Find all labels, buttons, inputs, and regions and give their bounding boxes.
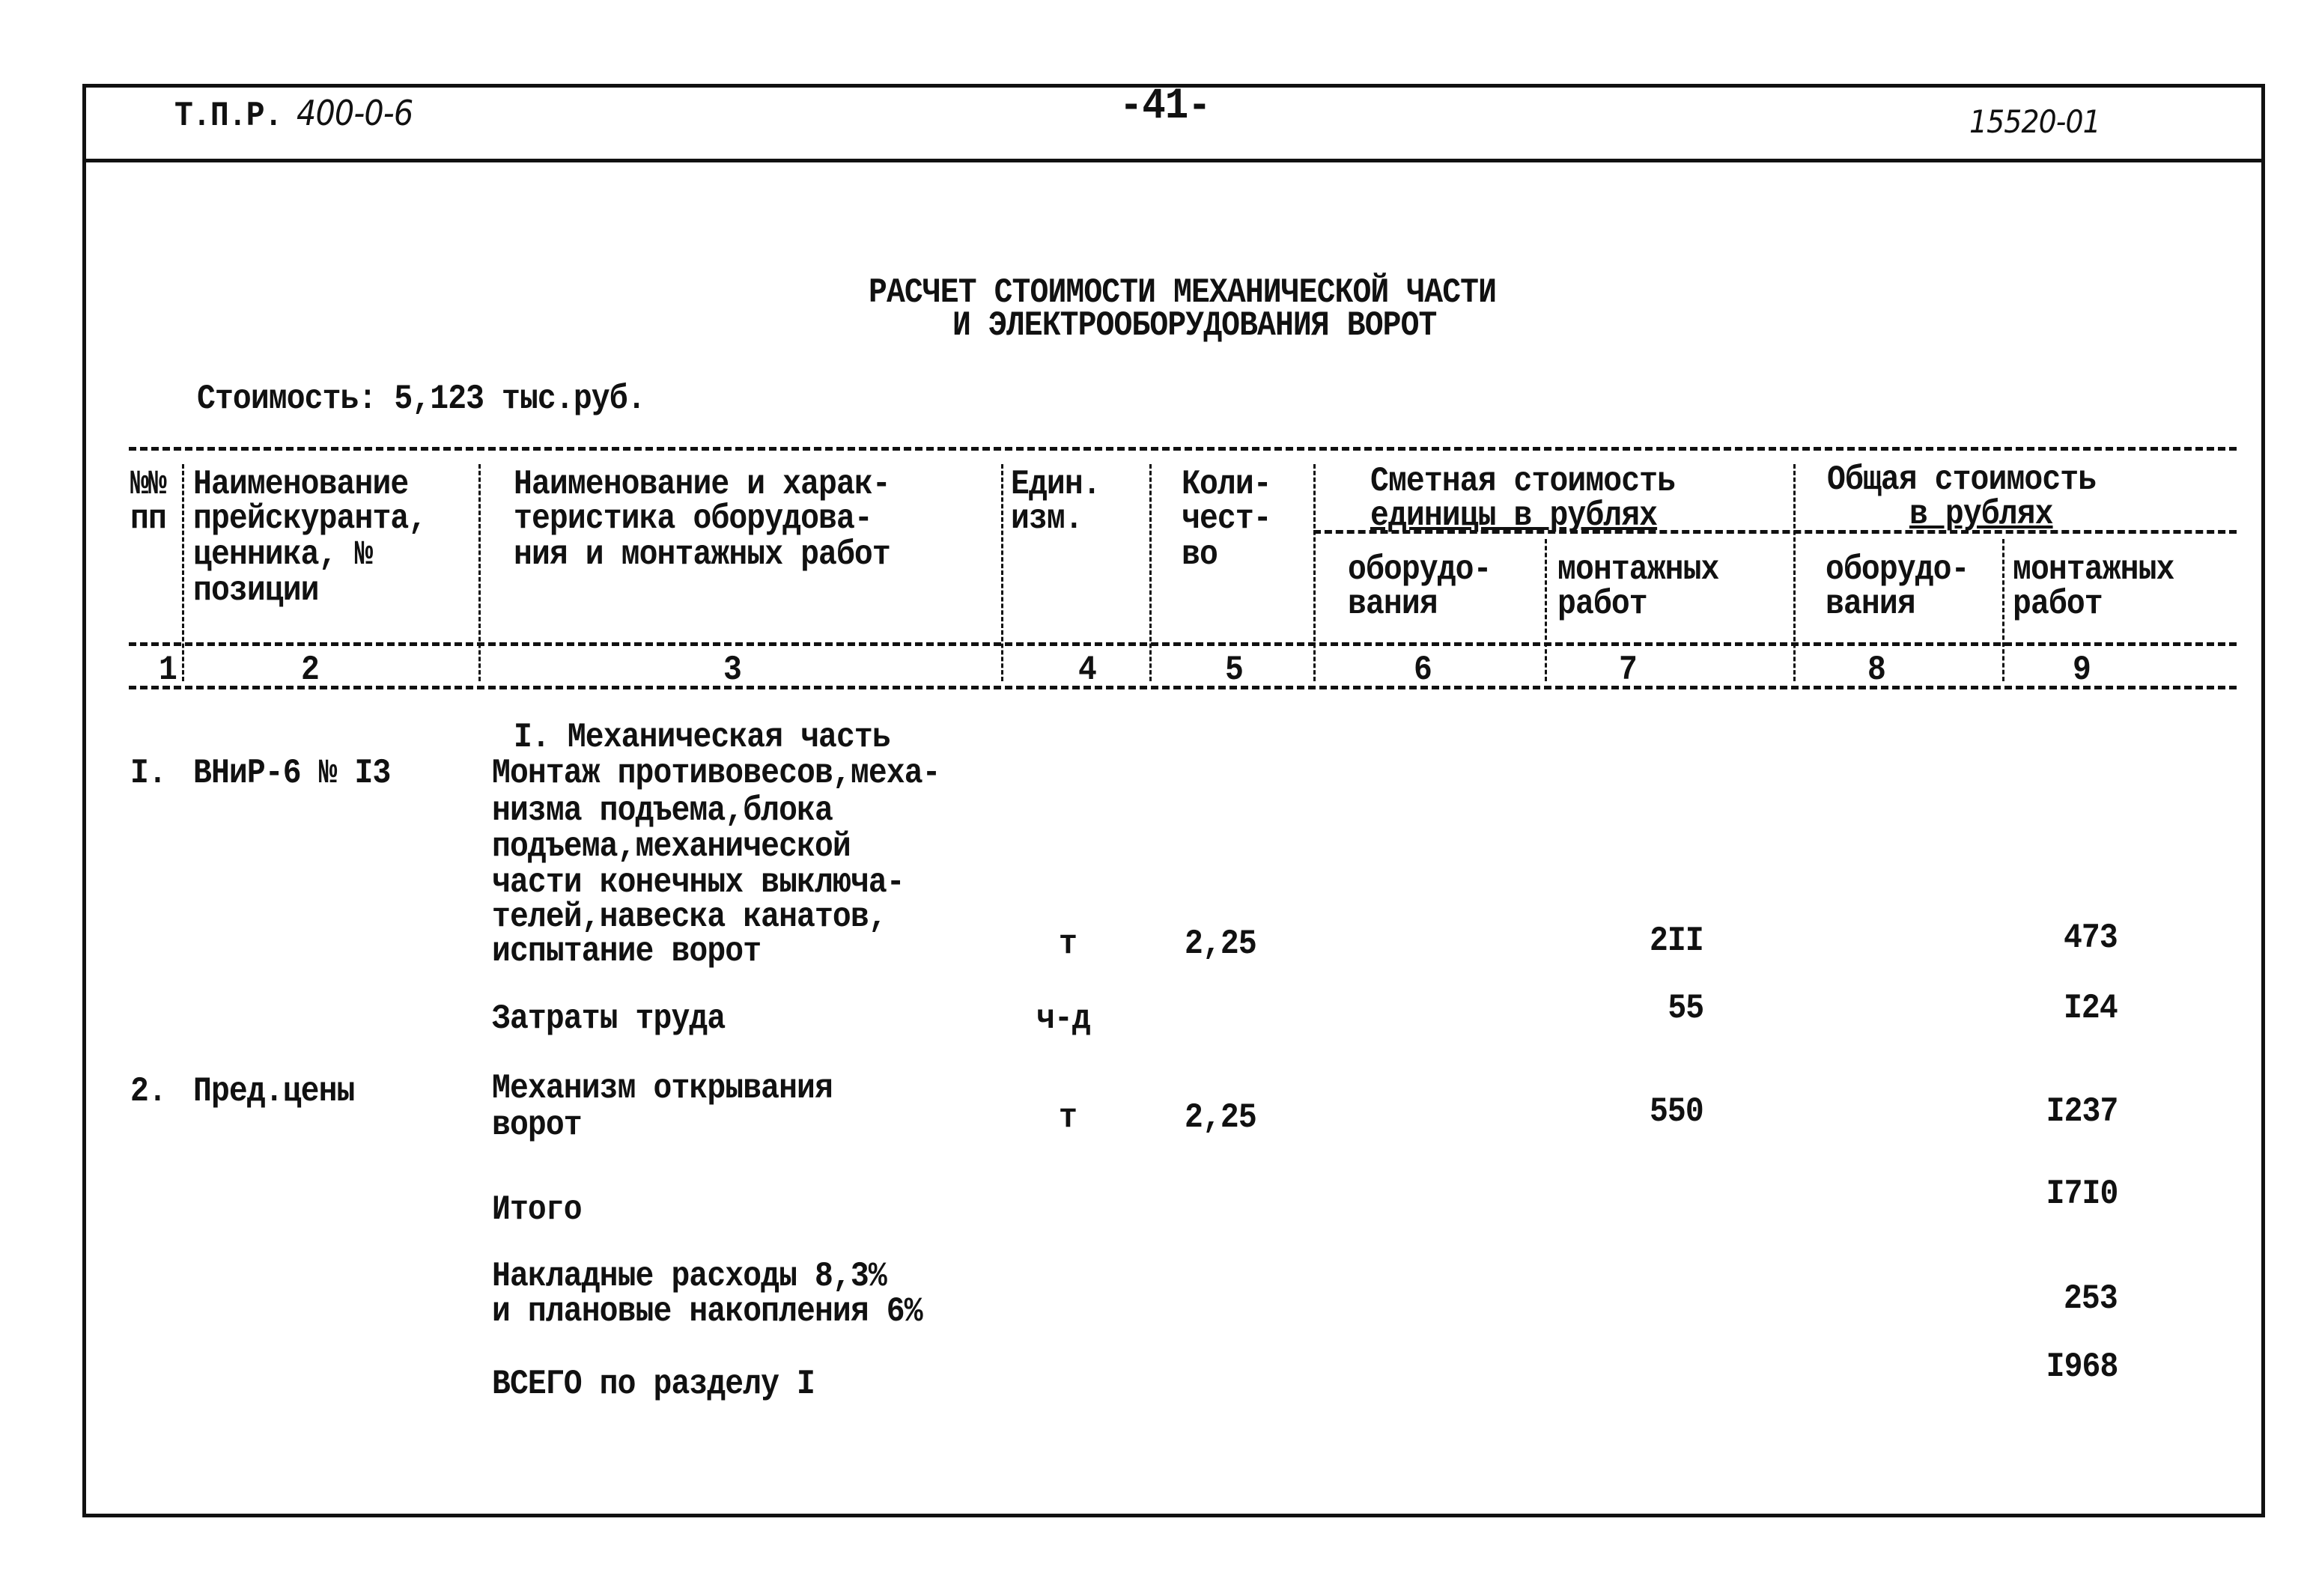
header-text: Наименование и харак- <box>514 465 890 504</box>
header-text: теристика оборудова- <box>514 499 872 538</box>
row-description: ворот <box>492 1106 582 1145</box>
header-text: Наименование <box>193 465 409 504</box>
series-prefix: Т.П.Р. <box>174 97 282 135</box>
row-unit-install-cost: 2II <box>1650 922 1703 960</box>
row-unit-install-cost: 550 <box>1650 1092 1703 1131</box>
column-number: 3 <box>723 651 741 689</box>
row-pricelist: ВНиР-6 № I3 <box>193 754 391 793</box>
row-description: подъема,механической <box>492 827 851 866</box>
header-col-6: вания <box>1348 585 1438 624</box>
row-description: телей,навеска канатов, <box>492 898 887 936</box>
row-total-install-cost: I237 <box>2046 1092 2118 1131</box>
row-description: низма подъема,блока <box>492 791 833 830</box>
header-text: №№ <box>130 465 166 504</box>
header-col-6: оборудо- <box>1348 550 1492 589</box>
subtotal-label: Итого <box>492 1190 582 1229</box>
section-title: I. Механическая часть <box>514 718 890 757</box>
row-total-install-cost: I24 <box>2064 989 2118 1028</box>
column-number: 5 <box>1225 651 1243 689</box>
header-col-9: монтажных <box>2013 550 2174 589</box>
row-description: испытание ворот <box>492 932 762 971</box>
header-text: ценника, № <box>193 535 373 574</box>
column-number: 7 <box>1619 651 1637 689</box>
column-divider <box>1149 464 1152 681</box>
column-divider <box>1001 464 1003 681</box>
column-divider <box>2002 539 2004 681</box>
row-description: Монтаж противовесов,меха- <box>492 754 940 793</box>
row-quantity: 2,25 <box>1185 925 1256 963</box>
series-number: 400-0-6 <box>297 93 413 133</box>
page-title-line-1: РАСЧЕТ СТОИМОСТИ МЕХАНИЧЕСКОЙ ЧАСТИ <box>869 273 1497 312</box>
overhead-label: и плановые накопления 6% <box>492 1292 922 1331</box>
header-text: во <box>1182 535 1218 574</box>
row-description: части конечных выключа- <box>492 863 905 902</box>
column-number: 9 <box>2073 651 2091 689</box>
table-top-rule <box>129 447 2237 451</box>
row-description: Затраты труда <box>492 999 726 1038</box>
header-col-9: работ <box>2013 585 2103 624</box>
subtotal-value: I7I0 <box>2046 1175 2118 1213</box>
row-quantity: 2,25 <box>1185 1098 1256 1137</box>
overhead-value: 253 <box>2064 1279 2118 1318</box>
header-text: ния и монтажных работ <box>514 535 890 574</box>
page-title-line-2: И ЭЛЕКТРООБОРУДОВАНИЯ ВОРОТ <box>952 306 1437 345</box>
document-code: 15520-01 <box>1969 103 2100 140</box>
grand-total-value: I968 <box>2046 1347 2118 1386</box>
column-divider <box>1793 464 1796 681</box>
row-unit: т <box>1059 1098 1077 1137</box>
header-col-7: монтажных <box>1557 550 1719 589</box>
header-text: прейскуранта, <box>193 499 427 538</box>
column-numbers-rule <box>129 686 2237 689</box>
row-number: I. <box>130 754 166 793</box>
column-number: 1 <box>159 651 177 689</box>
row-number: 2. <box>130 1072 166 1111</box>
column-divider <box>1545 539 1547 681</box>
column-divider <box>182 464 184 681</box>
column-number: 4 <box>1078 651 1096 689</box>
header-col-7: работ <box>1557 585 1647 624</box>
column-number: 6 <box>1414 651 1432 689</box>
header-text: Един. <box>1011 465 1101 504</box>
page-number: -41- <box>1119 82 1211 131</box>
header-divider <box>82 159 2261 162</box>
header-bottom-rule <box>129 642 2237 646</box>
row-unit: ч-д <box>1036 999 1090 1038</box>
total-cost-line: Стоимость: 5,123 тыс.руб. <box>197 380 645 418</box>
header-col-8: вания <box>1826 585 1915 624</box>
column-number: 8 <box>1867 651 1885 689</box>
header-text: чест- <box>1182 499 1271 538</box>
header-col-8: оборудо- <box>1826 550 1969 589</box>
row-total-install-cost: 473 <box>2064 919 2118 957</box>
header-text: в рублях <box>1909 495 2053 534</box>
row-pricelist: Пред.цены <box>193 1072 355 1111</box>
column-number: 2 <box>301 651 319 689</box>
header-text: пп <box>130 499 166 538</box>
header-text: позиции <box>193 571 319 610</box>
header-text: единицы в рублях <box>1370 496 1658 535</box>
column-divider <box>478 464 481 681</box>
row-unit-install-cost: 55 <box>1668 989 1703 1028</box>
header-text: Сметная стоимость <box>1370 462 1676 501</box>
grand-total-label: ВСЕГО по разделу I <box>492 1365 815 1404</box>
header-text: Общая стоимость <box>1827 460 2097 499</box>
row-unit: т <box>1059 925 1077 963</box>
overhead-label: Накладные расходы 8,3% <box>492 1257 887 1296</box>
column-divider <box>1313 464 1316 681</box>
header-text: изм. <box>1011 499 1083 538</box>
row-description: Механизм открывания <box>492 1069 833 1108</box>
header-text: Коли- <box>1182 465 1271 504</box>
